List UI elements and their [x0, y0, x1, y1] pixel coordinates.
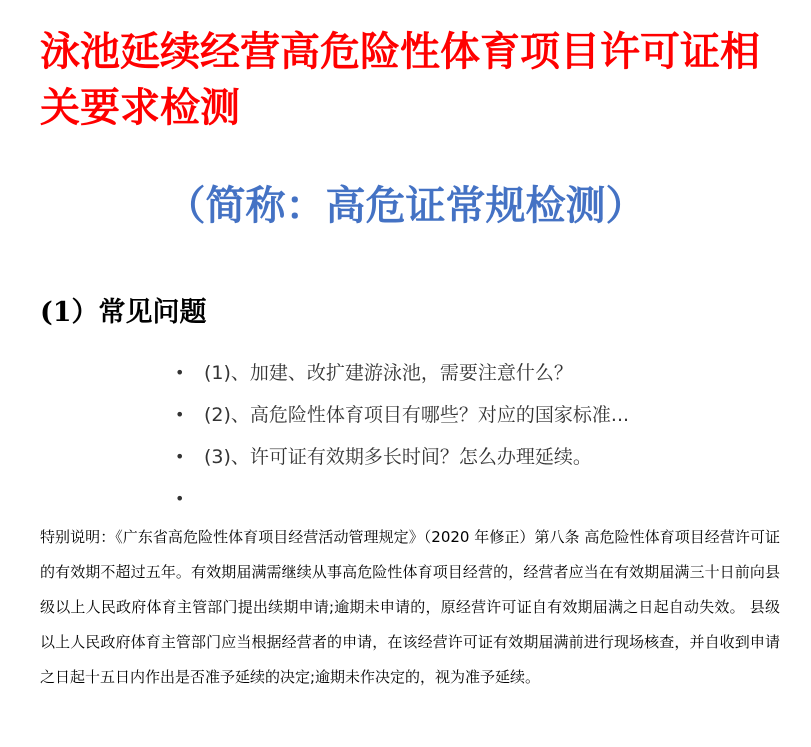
document-subtitle: （简称：高危证常规检测） [165, 183, 646, 229]
faq-item [175, 352, 629, 394]
faq-item-label: (3)、许可证有效期多长时间？怎么办理延续。 [204, 446, 592, 468]
document-title: 泳池延续经营高危险性体育项目许可证相关要求检测 [40, 28, 760, 131]
bullet-icon: • [175, 405, 185, 424]
faq-item-label: (2)、高危险性体育项目有哪些？对应的国家标准... [204, 404, 630, 426]
faq-item-label: (1)、加建、改扩建游泳池，需要注意什么？ [204, 362, 573, 384]
section-heading-faq: (1）常见问题 [40, 297, 207, 328]
special-note-paragraph: 特别说明：《广东省高危险性体育项目经营活动管理规定》（2020 年修正）第八条 高危险性体育项目经营许可证的有效期不超过五年。有效期届满需继续从事高危险性体育项目经营的，经营者应当在有效期届满三十日前向县级以上人民政府体育主管部门提出续期申请;逾期未申请的，原经营许可证自有效期届满之日起自动失效。 县级以上人民政府体育主管部门应当根据经营者的申请，在该经营许可证有效期届满前进行现场核查，并自收到申请之日起十五日内作出是否准予延续的决定;逾期未作决定的，视为准予延续。 [40, 528, 780, 686]
faq-item [175, 436, 629, 478]
faq-list [175, 352, 630, 520]
bullet-icon: • [175, 363, 185, 382]
faq-item [175, 394, 630, 436]
bullet-icon: • [175, 489, 185, 508]
faq-item [175, 478, 629, 520]
bullet-icon: • [175, 447, 185, 466]
